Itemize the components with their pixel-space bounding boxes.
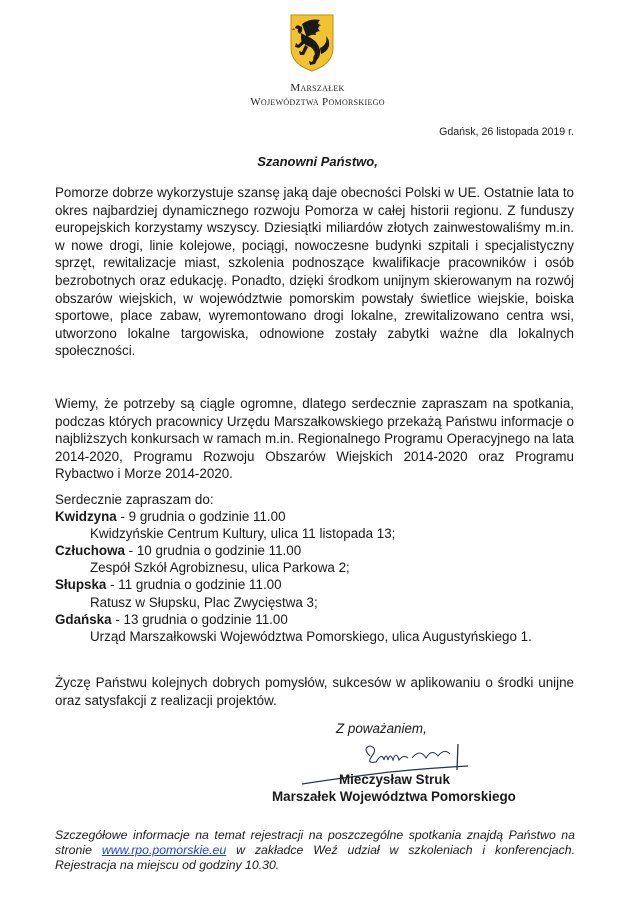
signer-name: Mieczysław Struk: [339, 772, 450, 787]
event-time: - 9 grudnia o godzinie 11.00: [120, 509, 286, 525]
note-text: Szczegółowe informacje na temat rejestracji na poszczególne spotkania znajdą Państwo na stronie: [55, 828, 575, 857]
schedule-event: [55, 611, 595, 628]
event-city: Gdańska: [55, 611, 112, 627]
event-venue: Urząd Marszałkowski Województwa Pomorskiego, ulica Augustyńskiego 1.: [90, 628, 532, 644]
event-city: Kwidzyna: [55, 509, 117, 525]
paragraph-invitation: Wiemy, że potrzeby są ciągle ogromne, dlatego serdecznie zapraszam na spotkania, podczas których pracownicy Urzędu Marszałkowskiego przekażą Państwu informacje o najbliższych konkursach w ramach m.in. Regionalnego Programu Operacyjnego na lata 2014-2020, Programu Rozwoju Obszarów Wiejskich 2014-2020 oraz Programu Rybactwo i Morze 2014-2020.: [55, 396, 574, 482]
meeting-schedule: [55, 491, 595, 645]
office-name-line2: Województwa Pomorskiego: [250, 96, 385, 108]
event-city: Słupska: [55, 577, 107, 593]
event-venue: Zespół Szkół Agrobiznesu, ulica Parkowa 2;: [90, 560, 350, 576]
registration-note: [55, 828, 575, 873]
griffin-crest-icon: [290, 14, 334, 72]
office-name-line1: Marszałek: [290, 82, 345, 94]
letter-date: Gdańsk, 26 listopada 2019 r.: [439, 126, 574, 138]
event-city: Człuchowa: [55, 543, 125, 559]
event-venue: Ratusz w Słupsku, Plac Zwycięstwa 3;: [90, 594, 318, 610]
rpo-website-link[interactable]: www.rpo.pomorskie.eu: [101, 843, 227, 857]
event-time: - 10 grudnia o godzinie 11.00: [128, 543, 302, 559]
paragraph-wishes: Życzę Państwu kolejnych dobrych pomysłów, sukcesów w aplikowaniu o środki unijne oraz satysfakcji z realizacji projektów.: [55, 675, 574, 708]
closing-phrase: Z poważaniem,: [336, 721, 427, 736]
event-time: - 11 grudnia o godzinie 11.00: [110, 577, 282, 593]
schedule-event: [55, 542, 595, 559]
paragraph-eu-funds: Pomorze dobrze wykorzystuje szansę jaką daje obecności Polski w UE. Ostatnie lata to okres najbardziej dynamicznego rozwoju Pomorza w całej historii regionu. Z funduszy europejskich korzystamy wszyscy. Dziesiątki miliardów złotych zainwestowaliśmy m.in. w nowe drogi, linie kolejowe, pociągi, nowoczesne budynki szpitali i specjalistyczny sprzęt, rewitalizacje miast, szkolenia podnoszące kwalifikacje pracowników i osób bezrobotnych oraz edukację. Ponadto, dzięki środkom unijnym skierowanym na rozwój obszarów wiejskich, w województwie pomorskim powstały świetlice wiejskie, boiska sportowe, place zabaw, wyremontowano drogi lokalne, zrewitalizowano centra wsi, utworzono lokalne targowiska, odnowione zostały zabytki ważne dla lokalnych społeczności.: [55, 185, 574, 359]
event-time: - 13 grudnia o godzinie 11.00: [115, 611, 288, 627]
note-registration-time: Rejestracja na miejscu od godziny 10.30.: [55, 858, 280, 872]
schedule-event: [55, 508, 595, 525]
salutation: Szanowni Państwo,: [257, 154, 378, 169]
note-text-after: w zakładce Weź udział w szkoleniach i konferencjach.: [236, 843, 575, 857]
schedule-intro: Serdecznie zapraszam do:: [55, 492, 214, 507]
event-venue: Kwidzyńskie Centrum Kultury, ulica 11 listopada 13;: [90, 526, 396, 542]
schedule-event: [55, 576, 595, 593]
signer-title: Marszałek Województwa Pomorskiego: [272, 789, 516, 804]
